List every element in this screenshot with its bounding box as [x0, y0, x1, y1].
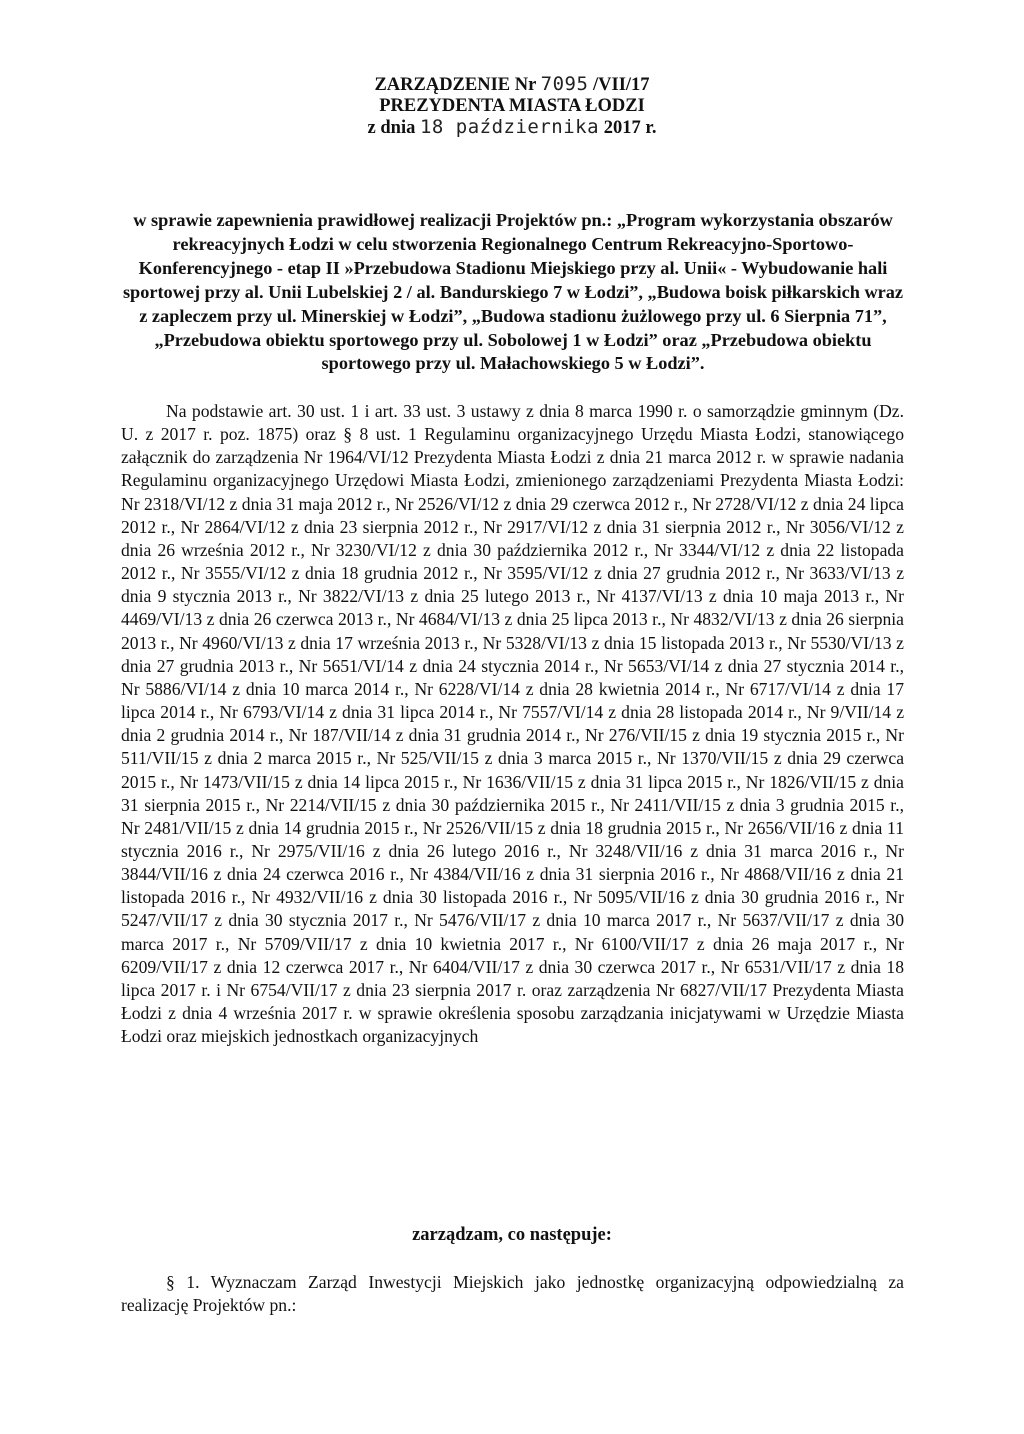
section-1-paragraph: § 1. Wyznaczam Zarząd Inwestycji Miejskich jako jednostkę organizacyjną odpowiedzialną za realizację Projektów pn.:: [121, 1272, 904, 1316]
legal-basis-section: [121, 400, 904, 1048]
ordinance-number-line: [0, 74, 1024, 96]
handwritten-date: 18 października: [419, 116, 600, 138]
date-year: 2017 r.: [603, 118, 657, 138]
decree-heading: zarządzam, co następuje:: [412, 1225, 612, 1245]
ordinance-label: ZARZĄDZENIE Nr: [374, 75, 536, 95]
legal-basis-paragraph: Na podstawie art. 30 ust. 1 i art. 33 ust. 3 ustawy z dnia 8 marca 1990 r. o samorządzie gminnym (Dz. U. z 2017 r. poz. 1875) oraz § 8 ust. 1 Regulaminu organizacyjnego Urzędu Miasta Łodzi, stanowiącego załącznik do zarządzenia Nr 1964/VI/12 Prezydenta Miasta Łodzi z dnia 21 marca 2012 r. w sprawie nadania Regulaminu organizacyjnego Urzędowi Miasta Łodzi, zmienionego zarządzeniami Prezydenta Miasta Łodzi: Nr 2318/VI/12 z dnia 31 maja 2012 r., Nr 2526/VI/12 z dnia 29 czerwca 2012 r., Nr 2728/VI/12 z dnia 24 lipca 2012 r., Nr 2864/VI/12 z dnia 23 sierpnia 2012 r., Nr 2917/VI/12 z dnia 31 sierpnia 2012 r., Nr 3056/VI/12 z dnia 26 września 2012 r., Nr 3230/VI/12 z dnia 30 października 2012 r., Nr 3344/VI/12 z dnia 22 listopada 2012 r., Nr 3555/VI/12 z dnia 18 grudnia 2012 r., Nr 3595/VI/12 z dnia 27 grudnia 2012 r., Nr 3633/VI/13 z dnia 9 stycznia 2013 r., Nr 3822/VI/13 z dnia 25 lutego 2013 r., Nr 4137/VI/13 z dnia 10 maja 2013 r., Nr 4469/VI/13 z dnia 26 czerwca 2013 r., Nr 4684/VI/13 z dnia 25 lipca 2013 r., Nr 4832/VI/13 z dnia 26 sierpnia 2013 r., Nr 4960/VI/13 z dnia 17 września 2013 r., Nr 5328/VI/13 z dnia 15 listopada 2013 r., Nr 5530/VI/13 z dnia 27 grudnia 2013 r., Nr 5651/VI/14 z dnia 24 stycznia 2014 r., Nr 5653/VI/14 z dnia 27 stycznia 2014 r., Nr 5886/VI/14 z dnia 10 marca 2014 r., Nr 6228/VI/14 z dnia 28 kwietnia 2014 r., Nr 6717/VI/14 z dnia 17 lipca 2014 r., Nr 6793/VI/14 z dnia 31 lipca 2014 r., Nr 7557/VI/14 z dnia 28 listopada 2014 r., Nr 9/VII/14 z dnia 2 grudnia 2014 r., Nr 187/VII/14 z dnia 31 grudnia 2014 r., Nr 276/VII/15 z dnia 19 stycznia 2015 r., Nr 511/VII/15 z dnia 2 marca 2015 r., Nr 525/VII/15 z dnia 3 marca 2015 r., Nr 1370/VII/15 z dnia 29 czerwca 2015 r., Nr 1473/VII/15 z dnia 14 lipca 2015 r., Nr 1636/VII/15 z dnia 31 lipca 2015 r., Nr 1826/VII/15 z dnia 31 sierpnia 2015 r., Nr 2214/VII/15 z dnia 30 października 2015 r., Nr 2411/VII/15 z dnia 3 grudnia 2015 r., Nr 2481/VII/15 z dnia 14 grudnia 2015 r., Nr 2526/VII/15 z dnia 18 grudnia 2015 r., Nr 2656/VII/16 z dnia 11 stycznia 2016 r., Nr 2975/VII/16 z dnia 26 lutego 2016 r., Nr 3248/VII/16 z dnia 31 marca 2016 r., Nr 3844/VII/16 z dnia 24 czerwca 2016 r., Nr 4384/VII/16 z dnia 31 sierpnia 2016 r., Nr 4868/VII/16 z dnia 21 listopada 2016 r., Nr 4932/VII/16 z dnia 30 listopada 2016 r., Nr 5095/VII/16 z dnia 30 grudnia 2016 r., Nr 5247/VII/17 z dnia 30 stycznia 2017 r., Nr 5476/VII/17 z dnia 10 marca 2017 r., Nr 5637/VII/17 z dnia 30 marca 2017 r., Nr 5709/VII/17 z dnia 10 kwietnia 2017 r., Nr 6100/VII/17 z dnia 26 maja 2017 r., Nr 6209/VII/17 z dnia 12 czerwca 2017 r., Nr 6404/VII/17 z dnia 30 czerwca 2017 r., Nr 6531/VII/17 z dnia 18 lipca 2017 r. i Nr 6754/VII/17 z dnia 23 sierpnia 2017 r. oraz zarządzenia Nr 6827/VII/17 Prezydenta Miasta Łodzi z dnia 4 września 2017 r. w sprawie określenia sposobu zarządzania inicjatywami w Urzędzie Miasta Łodzi oraz miejskich jednostkach organizacyjnych: [121, 401, 904, 1047]
document-header: [0, 74, 1024, 139]
ordinance-suffix: /VII/17: [593, 75, 650, 95]
handwritten-ordinance-number: 7095: [540, 73, 589, 95]
date-prefix: z dnia: [367, 118, 416, 138]
document-subject: w sprawie zapewnienia prawidłowej realizacji Projektów pn.: „Program wykorzystania obszarów rekreacyjnych Łodzi w celu stworzenia Regionalnego Centrum Rekreacyjno-Sportowo-Konferencyjnego - etap II »Przebudowa Stadionu Miejskiego przy al. Unii« - Wybudowanie hali sportowej przy al. Unii Lubelskiej 2 / al. Bandurskiego 7 w Łodzi”, „Budowa boisk piłkarskich wraz z zapleczem przy ul. Minerskiej w Łodzi”, „Budowa stadionu żużlowego przy ul. 6 Sierpnia 71”, „Przebudowa obiektu sportowego przy ul. Sobolowej 1 w Łodzi” oraz „Przebudowa obiektu sportowego przy ul. Małachowskiego 5 w Łodzi”.: [122, 210, 904, 374]
issuer-line: PREZYDENTA MIASTA ŁODZI: [379, 96, 645, 116]
date-line: [0, 117, 1024, 139]
